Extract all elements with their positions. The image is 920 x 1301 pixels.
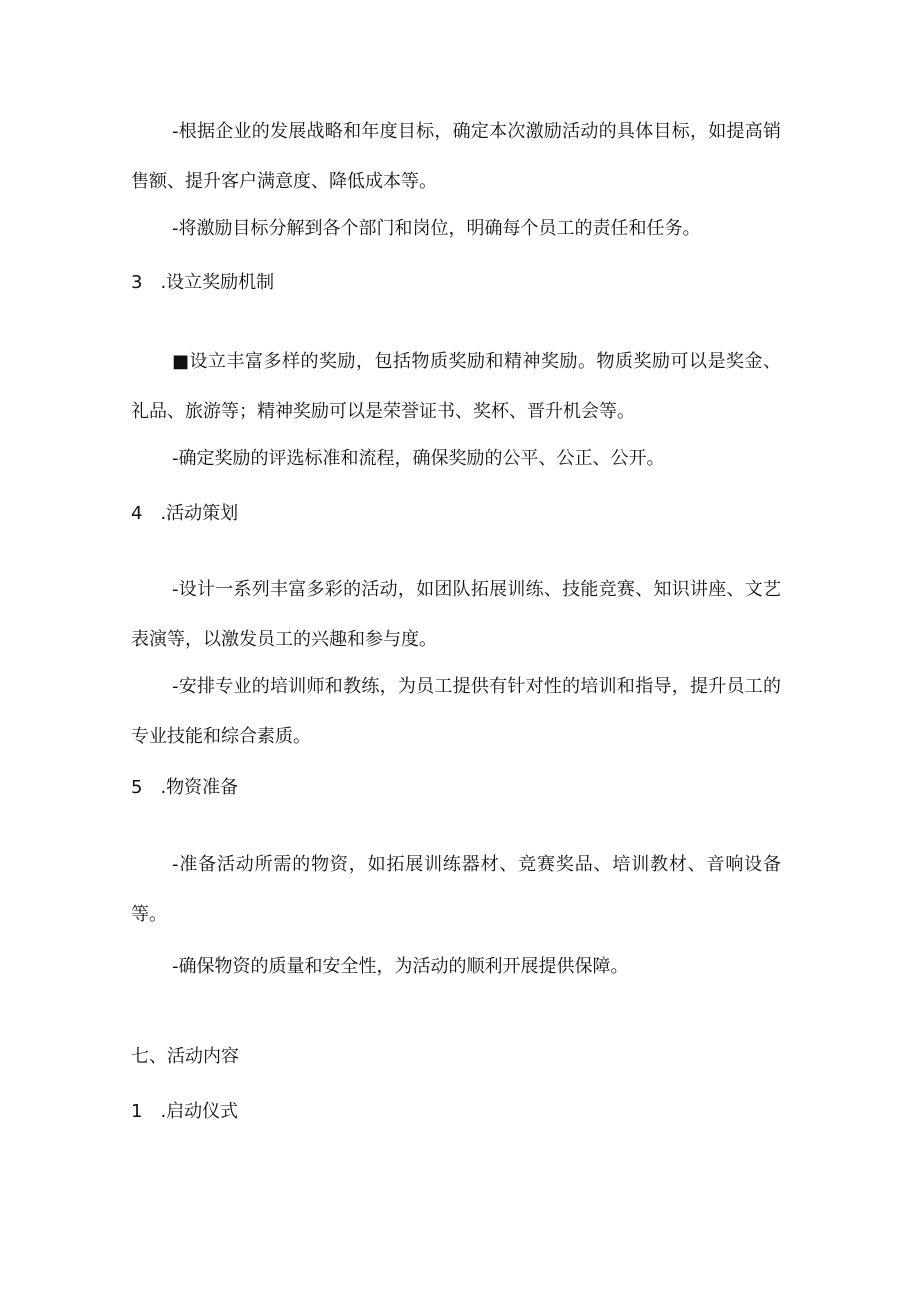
heading-materials: 5 .物资准备 [131, 777, 239, 798]
paragraph-material-safety: -确保物资的质量和安全性，为活动的顺利开展提供保障。 [172, 956, 629, 977]
paragraph-activities: -设计一系列丰富多彩的活动，如团队拓展训练、技能竞赛、知识讲座、文艺表演等，以激发员工的兴趣和参与度。 [131, 579, 781, 650]
section-title-activity-content: 七、活动内容 [131, 1046, 239, 1067]
heading-reward-mechanism: 3 .设立奖励机制 [131, 272, 275, 293]
heading-activity-planning: 4 .活动策划 [131, 503, 239, 524]
paragraph-decompose-goals: -将激励目标分解到各个部门和岗位，明确每个员工的责任和任务。 [172, 218, 701, 239]
paragraph-set-goals: -根据企业的发展战略和年度目标，确定本次激励活动的具体目标，如提高销售额、提升客户满意度、降低成本等。 [131, 121, 781, 192]
paragraph-reward-criteria: -确定奖励的评选标准和流程，确保奖励的公平、公正、公开。 [172, 448, 665, 469]
paragraph-prepare-materials: -准备活动所需的物资，如拓展训练器材、竞赛奖品、培训教材、音响设备等。 [131, 854, 781, 925]
heading-launch-ceremony: 1 .启动仪式 [131, 1101, 239, 1122]
paragraph-rewards-types: ■设立丰富多样的奖励，包括物质奖励和精神奖励。物质奖励可以是奖金、礼品、旅游等；精神奖励可以是荣誉证书、奖杯、晋升机会等。 [131, 351, 781, 422]
paragraph-training: -安排专业的培训师和教练，为员工提供有针对性的培训和指导，提升员工的专业技能和综合素质。 [131, 676, 781, 747]
